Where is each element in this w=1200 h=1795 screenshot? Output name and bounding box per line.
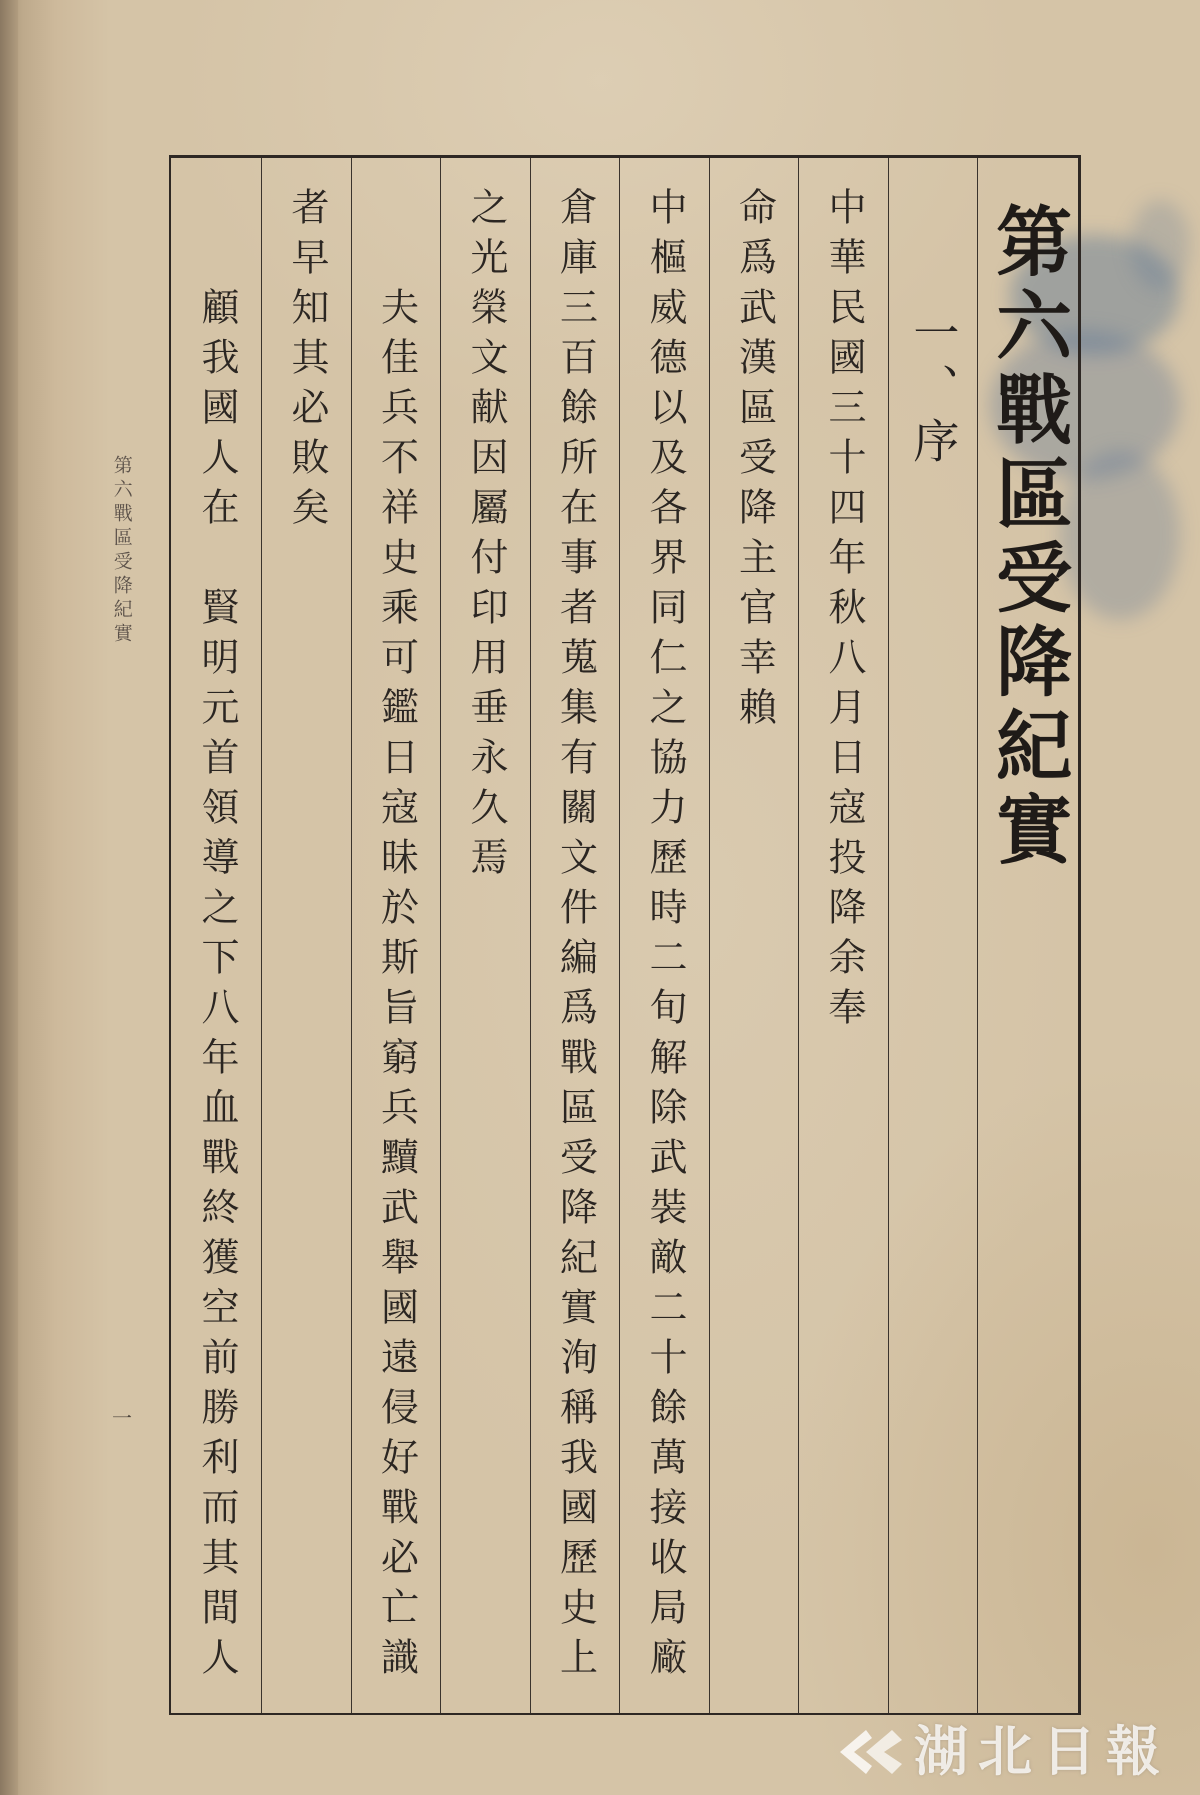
text-line: 中樞威德以及各界同仁之協力歷時二旬解除武裝敵二十餘萬接收局廠	[643, 187, 688, 1687]
text-line: 夫佳兵不祥史乘可鑑日寇昧於斯旨窮兵黷武舉國遠侵好戰必亡識	[374, 287, 419, 1687]
title-column	[977, 158, 1078, 1713]
page-number: 一	[112, 1406, 132, 1430]
watermark-text: 湖北日報	[914, 1720, 1170, 1783]
text-line: 之光榮文献因屬付印用垂永久焉	[464, 187, 509, 887]
text-column-6	[351, 158, 441, 1713]
page-title: 第六戰區受降紀實	[983, 202, 1073, 874]
text-line: 者早知其必敗矣	[285, 187, 330, 537]
watermark	[836, 1722, 1170, 1782]
text-column-8	[172, 158, 262, 1713]
section-heading: 一、序	[906, 309, 961, 471]
text-column-4	[530, 158, 620, 1713]
newspaper-logo-icon	[836, 1722, 906, 1782]
page-frame	[169, 155, 1081, 1715]
text-column-5	[440, 158, 530, 1713]
text-column-2	[709, 158, 799, 1713]
text-line: 中華民國三十四年秋八月日寇投降余奉	[822, 187, 867, 1037]
section-heading-column	[888, 158, 978, 1713]
text-line: 倉庫三百餘所在事者蒐集有關文件編爲戰區受降紀實洵稱我國歷史上	[553, 187, 598, 1687]
text-column-1	[798, 158, 888, 1713]
text-line: 賢明元首領導之下八年血戰終獲空前勝利而其間人	[195, 587, 240, 1687]
text-column-7	[261, 158, 351, 1713]
text-line: 顧我國人在	[195, 287, 240, 537]
text-line: 命爲武漢區受降主官幸賴	[732, 187, 777, 737]
book-page-edge	[0, 0, 18, 1795]
text-column-3	[619, 158, 709, 1713]
running-head: 第六戰區受降紀實	[110, 455, 133, 647]
